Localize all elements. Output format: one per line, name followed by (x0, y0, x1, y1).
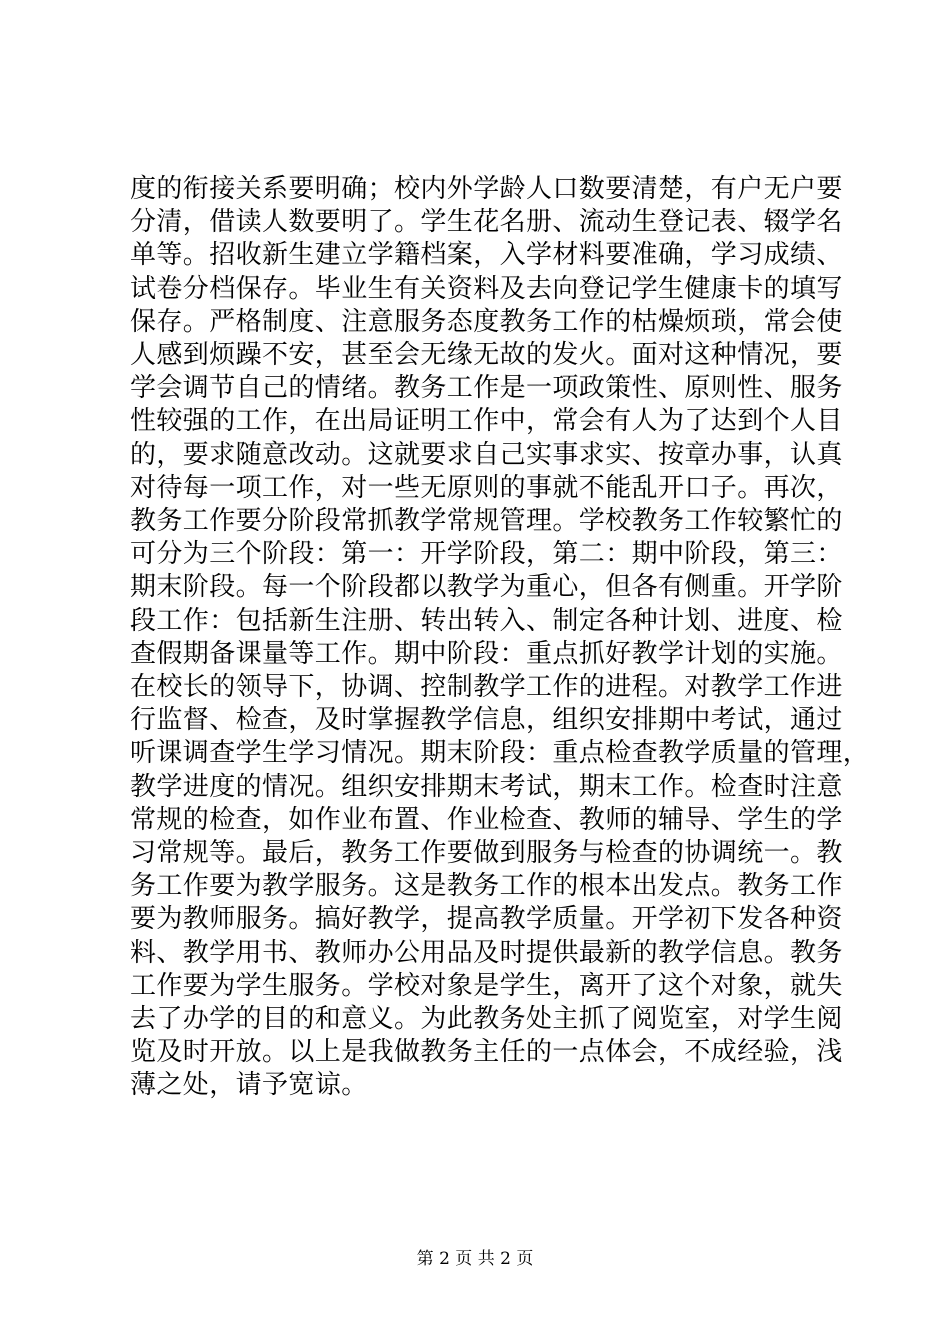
text-line: 可分为三个阶段：第一：开学阶段，第二：期中阶段，第三： (130, 539, 843, 570)
text-line: 分清，借读人数要明了。学生花名册、流动生登记表、辍学名 (130, 207, 843, 238)
text-line: 试卷分档保存。毕业生有关资料及去向登记学生健康卡的填写 (130, 273, 843, 304)
text-line: 单等。招收新生建立学籍档案，入学材料要准确，学习成绩、 (130, 240, 843, 271)
body-paragraph (130, 173, 870, 1103)
text-line: 人感到烦躁不安，甚至会无缘无故的发火。面对这种情况，要 (130, 340, 843, 371)
text-line: 务工作要为教学服务。这是教务工作的根本出发点。教务工作 (130, 871, 843, 902)
text-line: 常规的检查，如作业布置、作业检查、教师的辅导、学生的学 (130, 804, 843, 835)
text-line: 要为教师服务。搞好教学，提高教学质量。开学初下发各种资 (130, 904, 843, 935)
text-line: 的，要求随意改动。这就要求自己实事求实、按章办事，认真 (130, 439, 843, 470)
text-line: 期末阶段。每一个阶段都以教学为重心，但各有侧重。开学阶 (130, 572, 843, 603)
text-line: 行监督、检查，及时掌握教学信息，组织安排期中考试，通过 (130, 705, 843, 736)
text-line: 工作要为学生服务。学校对象是学生，离开了这个对象，就失 (130, 970, 843, 1001)
text-line: 在校长的领导下，协调、控制教学工作的进程。对教学工作进 (130, 672, 843, 703)
text-line: 学会调节自己的情绪。教务工作是一项政策性、原则性、服务 (130, 373, 843, 404)
page-number-footer: 第 2 页 共 2 页 (416, 1249, 534, 1269)
text-line: 教务工作要分阶段常抓教学常规管理。学校教务工作较繁忙的 (130, 506, 843, 537)
text-line: 听课调查学生学习情况。期末阶段：重点检查教学质量的管理， (130, 738, 870, 769)
text-line: 薄之处，请予宽谅。 (130, 1070, 368, 1101)
text-line: 性较强的工作，在出局证明工作中，常会有人为了达到个人目 (130, 406, 843, 437)
text-line: 教学进度的情况。组织安排期末考试，期末工作。检查时注意 (130, 771, 843, 802)
text-line: 料、教学用书、教师办公用品及时提供最新的教学信息。教务 (130, 937, 843, 968)
text-line: 段工作：包括新生注册、转出转入、制定各种计划、进度、检 (130, 605, 843, 636)
text-line: 查假期备课量等工作。期中阶段：重点抓好教学计划的实施。 (130, 638, 843, 669)
text-line: 对待每一项工作，对一些无原则的事就不能乱开口子。再次， (130, 472, 843, 503)
text-line: 习常规等。最后，教务工作要做到服务与检查的协调统一。教 (130, 838, 843, 869)
text-line: 保存。严格制度、注意服务态度教务工作的枯燥烦琐，常会使 (130, 306, 843, 337)
text-line: 度的衔接关系要明确；校内外学龄人口数要清楚，有户无户要 (130, 174, 843, 204)
text-line: 去了办学的目的和意义。为此教务处主抓了阅览室，对学生阅 (130, 1004, 843, 1035)
text-line: 览及时开放。以上是我做教务主任的一点体会，不成经验，浅 (130, 1037, 843, 1068)
